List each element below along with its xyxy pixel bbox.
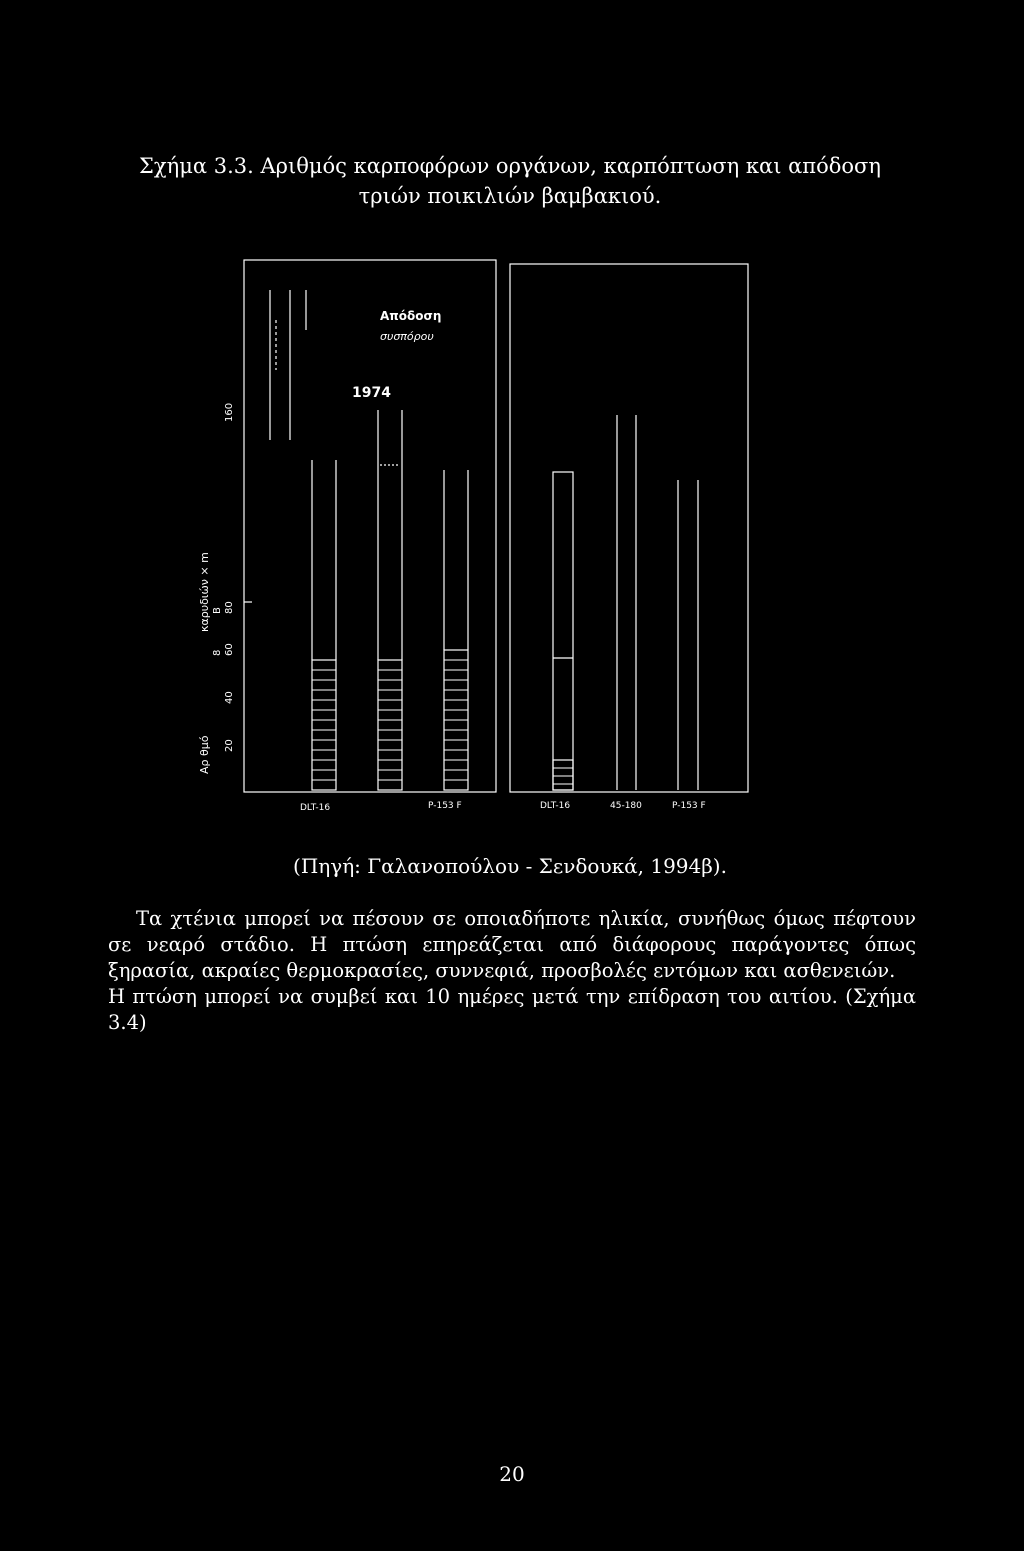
y-tick-160: 160 bbox=[224, 402, 235, 422]
body-paragraph-1: Τα χτένια μπορεί να πέσουν σε οποιαδήποτε ηλικία, συνήθως όμως πέφτουν σε νεαρό στάδιο. Η πτώση επηρεάζεται από διάφορους παράγοντες όπως ξηρασία, ακραίες θερμοκρασίες, συννεφιά, προσβολές εντόμων και ασθενειών. bbox=[108, 907, 916, 982]
y-axis-label-right: καρυδιών × m bbox=[198, 552, 211, 632]
figure-caption-line-2: τριών ποικιλιών βαμβακιού. bbox=[358, 184, 662, 208]
figure-caption-line-1: Σχήμα 3.3. Αριθμός καρποφόρων οργάνων, καρπόπτωση και απόδοση bbox=[139, 154, 881, 178]
y-tick-col-8: 8 bbox=[212, 649, 223, 656]
body-paragraph-2: Η πτώση μπορεί να συμβεί και 10 ημέρες μετά την επίδραση του αιτίου. (Σχήμα 3.4) bbox=[108, 985, 916, 1034]
panel-note-yield: Απόδοση bbox=[380, 309, 442, 323]
x-label-p153f-right: P-153 F bbox=[672, 801, 706, 811]
x-label-dlt16-left: DLT-16 bbox=[300, 803, 331, 813]
x-label-dlt16-right: DLT-16 bbox=[540, 801, 571, 811]
y-tick-col-b: B bbox=[212, 607, 223, 614]
year-label: 1974 bbox=[352, 385, 391, 401]
x-label-45-180: 45-180 bbox=[610, 801, 642, 811]
figure-source: (Πηγή: Γαλανοπούλου - Σενδουκά, 1994β). bbox=[293, 854, 727, 878]
y-tick-60: 60 bbox=[224, 643, 235, 656]
figure-chart bbox=[180, 250, 780, 830]
page-number: 20 bbox=[499, 1462, 525, 1486]
y-axis-label-left: Αρ θμό bbox=[198, 735, 211, 774]
panel-note-seed: συσπόρου bbox=[380, 330, 434, 343]
x-label-p153f-left: P-153 F bbox=[428, 801, 462, 811]
y-tick-40: 40 bbox=[224, 691, 235, 704]
y-tick-20: 20 bbox=[224, 739, 235, 752]
body-paragraphs bbox=[108, 906, 916, 1036]
y-tick-80: 80 bbox=[224, 601, 235, 614]
